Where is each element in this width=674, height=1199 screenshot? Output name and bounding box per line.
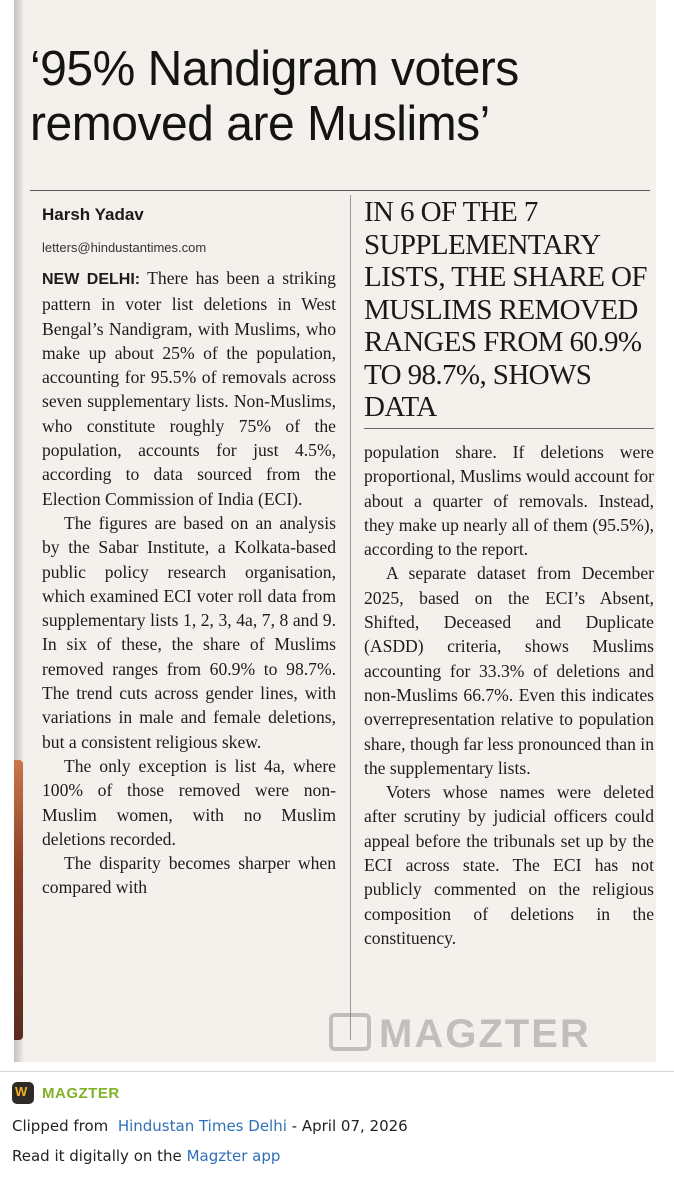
headline <box>30 42 638 152</box>
clipped-prefix: Clipped from <box>12 1117 109 1135</box>
footer-divider <box>0 1071 674 1072</box>
magzter-watermark <box>329 1012 591 1057</box>
paragraph: Voters whose names were deleted after scrutiny by judicial officers could appeal before the tribunals set up by the ECI across state. The ECI has not publicly commented on the religious composition of deletions in the constituency. <box>364 782 654 948</box>
paragraph: The figures are based on an analysis by the Sabar Institute, a Kolkata-based public policy research organisation, which examined ECI voter roll data from supplementary lists 1, 2, 3, 4a, 7, 8 and 9. In six of these, the share of Muslims removed ranges from 60.9% to 98.7%. The trend cuts across gender lines, with variations in male and female deletions, but a consistent religious skew. <box>42 512 336 752</box>
author-email: letters@hindustantimes.com <box>42 240 207 255</box>
headline-line-1: ‘95% Nandigram voters <box>30 42 519 96</box>
magzter-app-link[interactable]: Magzter app <box>186 1147 281 1165</box>
paragraph: population share. If deletions were proportional, Muslims would account for about a quarter of removals. Instead, they make up nearly all of them (95.5%), according to the report. <box>364 442 654 560</box>
clipped-from-line <box>12 1117 408 1135</box>
byline: Harsh Yadav <box>42 205 144 224</box>
read-digitally-line <box>12 1147 280 1165</box>
magzter-brand[interactable] <box>12 1082 120 1104</box>
paragraph-text: There has been a striking pattern in voter list deletions in West Bengal’s Nandigram, with Muslims, who make up about 25% of the population, accounting for 95.5% of removals across seven supplementary lists. Non-Muslims, who constitute roughly 75% of the population, accounts for just 4.5%, according to data sourced from the Election Commission of India (ECI). <box>42 268 336 509</box>
magzter-logo-icon <box>12 1082 34 1104</box>
column-1 <box>42 266 336 900</box>
magzter-watermark-icon <box>329 1013 371 1051</box>
read-prefix: Read it digitally on the <box>12 1147 182 1165</box>
dateline: NEW DELHI: <box>42 271 141 288</box>
publication-link[interactable]: Hindustan Times Delhi <box>117 1117 287 1135</box>
paragraph: A separate dataset from December 2025, based on the ECI’s Absent, Shifted, Deceased and Duplicate (ASDD) criteria, shows Muslims accounting for 33.3% of deletions and non-Muslims 66.7%. Even this indicates overrepresentation relative to population share, though far less pronounced than in the supplementary lists. <box>364 563 654 778</box>
pull-quote: IN 6 OF THE 7 SUPPLEMENTARY LISTS, THE SHARE OF MUSLIMS REMOVED RANGES FROM 60.9% TO 98.7%, SHOWS DATA <box>364 196 647 423</box>
pull-quote-rule <box>364 428 654 429</box>
clip-date: - April 07, 2026 <box>291 1117 408 1135</box>
paragraph <box>42 266 336 511</box>
headline-line-2: removed are Muslims’ <box>30 97 490 151</box>
column-divider <box>350 195 351 1040</box>
watermark-text: MAGZTER <box>379 1012 591 1056</box>
headline-rule <box>30 190 650 191</box>
brand-name: MAGZTER <box>42 1085 120 1102</box>
newspaper-clipping <box>14 0 656 1062</box>
paragraph: The disparity becomes sharper when compared with <box>42 853 336 898</box>
column-2 <box>364 440 654 950</box>
adjacent-photo-edge <box>14 760 23 1040</box>
paragraph: The only exception is list 4a, where 100% of those removed were non-Muslim women, with no Muslim deletions recorded. <box>42 755 336 849</box>
